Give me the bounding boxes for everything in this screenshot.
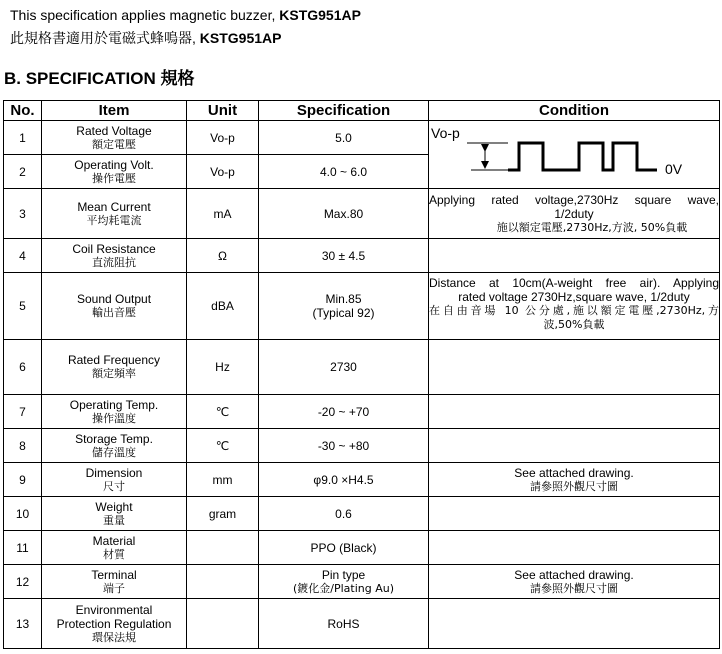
row-condition (429, 565, 720, 599)
row-no: 2 (4, 155, 42, 189)
table-row (4, 497, 720, 531)
condition-line-zh: 請參照外觀尺寸圖 (530, 479, 618, 493)
row-spec (259, 565, 429, 599)
row-spec: PPO (Black) (259, 531, 429, 565)
row-spec: 5.0 (259, 121, 429, 155)
item-zh: 儲存溫度 (92, 445, 136, 459)
item-en: Material (92, 533, 136, 548)
item-en: Terminal (91, 567, 137, 582)
row-item (42, 340, 187, 395)
waveform-square-wave (508, 143, 657, 170)
row-unit: dBA (187, 273, 259, 340)
item-en: Sound Output (76, 292, 152, 306)
row-condition (429, 189, 720, 239)
row-condition-empty (429, 429, 720, 463)
item-en: Mean Current (77, 199, 151, 214)
item-en: Dimension (85, 465, 143, 480)
header-item: Item (42, 101, 187, 121)
table-row (4, 463, 720, 497)
specification-table (3, 100, 720, 649)
waveform-label-0v: 0V (665, 161, 683, 177)
row-no: 5 (4, 273, 42, 340)
item-zh: 額定電壓 (92, 137, 136, 151)
row-unit: Vo-p (187, 121, 259, 155)
spec-line: Pin type (321, 567, 366, 582)
row-unit: mm (187, 463, 259, 497)
row-no: 7 (4, 395, 42, 429)
table-header-row (4, 101, 720, 121)
row-no: 10 (4, 497, 42, 531)
header-unit: Unit (187, 101, 259, 121)
row-unit: Hz (187, 340, 259, 395)
row-item (42, 531, 187, 565)
header-no: No. (4, 101, 42, 121)
row-item (42, 599, 187, 649)
row-item (42, 395, 187, 429)
item-zh: 操作溫度 (92, 411, 136, 425)
item-zh: 尺寸 (103, 479, 125, 493)
row-condition (429, 273, 720, 340)
item-zh: 額定頻率 (92, 367, 136, 380)
item-zh: 直流阻抗 (92, 255, 136, 269)
item-en: Operating Temp. (69, 397, 159, 412)
item-zh: 環保法規 (92, 630, 136, 644)
row-no: 11 (4, 531, 42, 565)
square-wave-graphic (429, 121, 720, 189)
condition-line: Distance at 10cm(A-weight free air). Applying (429, 276, 719, 290)
row-condition-empty (429, 340, 720, 395)
row-unit: ℃ (187, 429, 259, 463)
item-zh: 操作電壓 (92, 171, 136, 185)
item-zh: 材質 (103, 547, 125, 561)
item-zh: 輸出音壓 (92, 306, 136, 319)
row-item (42, 565, 187, 599)
row-no: 8 (4, 429, 42, 463)
row-condition-empty (429, 239, 720, 273)
condition-line: Applying rated voltage,2730Hz square wave, (429, 192, 719, 207)
row-item (42, 429, 187, 463)
row-spec: 4.0 ~ 6.0 (259, 155, 429, 189)
intro-chinese-text: 此規格書適用於電磁式蜂鳴器, (10, 30, 200, 46)
condition-line: See attached drawing. (514, 465, 634, 480)
condition-line-zh: 請參照外觀尺寸圖 (530, 581, 618, 595)
row-condition-empty (429, 531, 720, 565)
row-spec: φ9.0 ×H4.5 (259, 463, 429, 497)
spec-line: (鍍化金/Plating Au) (292, 581, 395, 595)
row-unit: ℃ (187, 395, 259, 429)
item-en: Protection Regulation (56, 616, 172, 631)
item-zh: 平均耗電流 (86, 213, 142, 227)
intro-english-model: KSTG951AP (279, 7, 361, 23)
row-condition-empty (429, 497, 720, 531)
header-specification: Specification (259, 101, 429, 121)
row-spec: 2730 (259, 340, 429, 395)
spec-line: (Typical 92) (312, 306, 375, 320)
item-zh: 重量 (103, 513, 125, 527)
row-item (42, 273, 187, 340)
row-spec (259, 273, 429, 340)
row-no: 13 (4, 599, 42, 649)
intro-chinese-model: KSTG951AP (199, 30, 282, 46)
condition-line-zh: 在自由音場 10 公分處,施以額定電壓,2730Hz,方 (429, 304, 719, 317)
row-no: 4 (4, 239, 42, 273)
row-item (42, 463, 187, 497)
condition-line-zh: 施以額定電壓,2730Hz,方波, 50%負載 (496, 220, 688, 234)
row-spec: RoHS (259, 599, 429, 649)
row-unit: Vo-p (187, 155, 259, 189)
header-condition: Condition (429, 101, 720, 121)
table-row (4, 239, 720, 273)
condition-line: rated voltage 2730Hz,square wave, 1/2duty (458, 290, 690, 304)
row-item (42, 239, 187, 273)
waveform-diagram (429, 121, 720, 189)
item-en: Rated Frequency (67, 353, 161, 367)
row-unit: gram (187, 497, 259, 531)
row-spec: -20 ~ +70 (259, 395, 429, 429)
waveform-label-vop: Vo-p (431, 125, 460, 141)
row-spec: -30 ~ +80 (259, 429, 429, 463)
table-row (4, 189, 720, 239)
table-row (4, 121, 720, 155)
row-item (42, 497, 187, 531)
row-no: 6 (4, 340, 42, 395)
item-en: Weight (95, 499, 133, 514)
table-row (4, 531, 720, 565)
intro-english (10, 6, 361, 24)
row-item (42, 121, 187, 155)
row-no: 1 (4, 121, 42, 155)
row-no: 12 (4, 565, 42, 599)
table-row (4, 395, 720, 429)
row-unit (187, 599, 259, 649)
item-en: Rated Voltage (76, 123, 152, 138)
table-row (4, 340, 720, 395)
row-condition (429, 463, 720, 497)
row-spec: 30 ± 4.5 (259, 239, 429, 273)
row-spec: Max.80 (259, 189, 429, 239)
row-unit (187, 565, 259, 599)
row-unit: Ω (187, 239, 259, 273)
row-item (42, 189, 187, 239)
condition-line-zh: 波,50%負載 (543, 318, 605, 331)
item-en: Operating Volt. (74, 157, 154, 172)
intro-chinese (10, 29, 281, 47)
item-zh: 端子 (103, 581, 125, 595)
item-en: Coil Resistance (72, 241, 156, 256)
row-no: 3 (4, 189, 42, 239)
intro-english-text: This specification applies magnetic buzzer, (10, 7, 280, 23)
condition-line: See attached drawing. (514, 567, 634, 582)
row-spec: 0.6 (259, 497, 429, 531)
item-en: Storage Temp. (75, 431, 153, 446)
section-title: B. SPECIFICATION 規格 (4, 69, 195, 88)
row-condition-empty (429, 599, 720, 649)
table-row (4, 429, 720, 463)
table-row (4, 273, 720, 340)
spec-line: Min.85 (325, 292, 362, 306)
table-row (4, 599, 720, 649)
row-unit: mA (187, 189, 259, 239)
row-item (42, 155, 187, 189)
row-unit (187, 531, 259, 565)
row-no: 9 (4, 463, 42, 497)
table-row (4, 565, 720, 599)
row-condition-empty (429, 395, 720, 429)
item-en: Environmental (75, 602, 153, 617)
condition-line: 1/2duty (554, 206, 594, 221)
